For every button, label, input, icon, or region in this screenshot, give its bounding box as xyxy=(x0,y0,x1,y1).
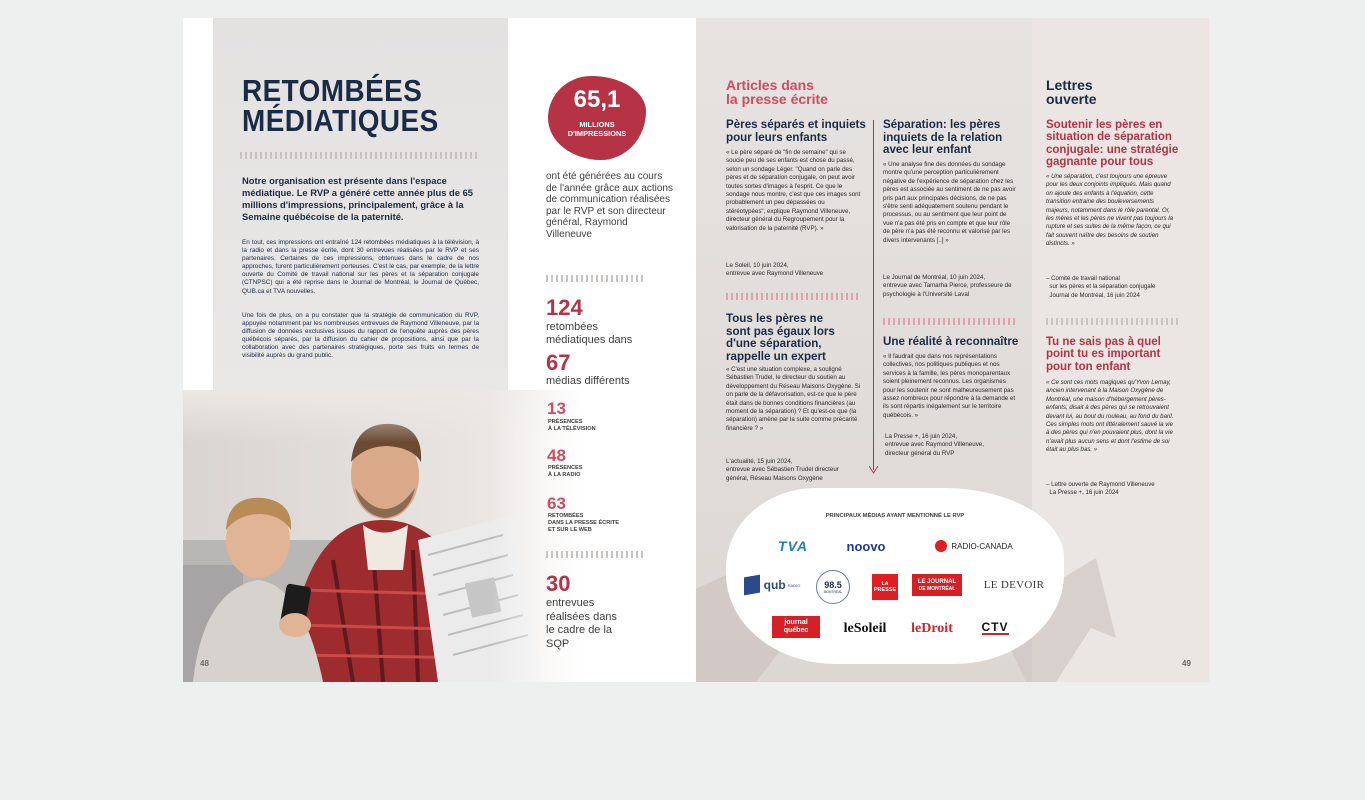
article-1-text: « Le père séparé de "fin de semaine" qui se soucie peu de ses enfants est chose du passé, selon un sondage Léger. "Quand on parle des pères et de séparation conjugale, on peut avoir toutes sortes d'images à l'esprit. Ce que le sondage nous montre, c'est que ces images sont probablement un peu dépassées ou stéréotypées", explique Raymond Villeneuve, directeur général du Regroupement pour la valorisation de la paternité (RVP). » xyxy=(726,149,861,232)
impressions-badge xyxy=(548,76,646,160)
journal-de-quebec-logo: journal québec xyxy=(772,616,820,638)
article-3-source: Le Journal de Montréal, 10 juin 2024, entrevue avec Tamarha Pierce, professeure de psychologie à l'Université Laval xyxy=(883,274,1012,298)
presse-label: RETOMBÉES DANS LA PRESSE ÉCRITE ET SUR LE WEB xyxy=(548,513,619,533)
page-number-left: 48 xyxy=(200,659,209,668)
presse-value: 63 xyxy=(547,494,566,513)
lettre-2-source: – Lettre ouverte de Raymond Villeneuve La Presse +, 16 juin 2024 xyxy=(1046,481,1155,497)
intro-paragraph: Notre organisation est présente dans l'espace médiatique. Le RVP a généré cette année plus de 65 millions d'impressions, principalement, grâce à la Semaine québécoise de la paternité. xyxy=(242,175,473,222)
dotted-divider xyxy=(883,318,1016,325)
media-logos-heading: PRINCIPAUX MÉDIAS AYANT MENTIONNÉ LE RVP xyxy=(825,513,965,519)
noovo-logo: noovo xyxy=(846,538,886,554)
page-number-right: 49 xyxy=(1182,659,1191,668)
impressions-value: 65,1 xyxy=(573,86,621,113)
985-fm-logo: 98.5 MONTRÉAL xyxy=(816,570,850,604)
column-divider xyxy=(873,120,874,470)
lettre-2-quote: « Ce sont ces mots magiques qu'Yvon Lemay, ancien intervenant à la Maison Oxygène de Montréal, une maison d'hébergement pères-enfants, disait à des pères qui se retrouvaient devant lui, au bout du rouleau, au fond du baril. Ces simples mots ont littéralement sauvé la vie à des pères qui n'en pouvaient plus, dont la vie n'avait plus aucun sens et dont l'estime de soi était au plus bas. » xyxy=(1046,379,1174,454)
article-4-title: Une réalité à reconnaître xyxy=(883,335,1019,348)
le-soleil-logo: leSoleil xyxy=(843,621,887,636)
ctv-logo: CTV xyxy=(981,620,1009,634)
dotted-divider xyxy=(546,275,646,282)
la-presse-logo: LA PRESSE xyxy=(872,574,898,600)
lettre-2-title: Tu ne sais pas à quel point tu es important pour ton enfant xyxy=(1046,336,1161,373)
right-page xyxy=(696,18,1209,682)
radio-canada-logo: RADIO-CANADA xyxy=(932,538,1016,554)
radio-canada-icon xyxy=(935,540,947,552)
article-2-title: Tous les pères ne sont pas égaux lors d'une séparation, rappelle un expert xyxy=(726,312,835,363)
entrevues-label: entrevues réalisées dans le cadre de la SQP xyxy=(546,597,617,650)
article-1-title: Pères séparés et inquiets pour leurs enfants xyxy=(726,118,866,144)
le-devoir-logo: LE DEVOIR xyxy=(983,579,1045,591)
dotted-divider xyxy=(240,152,480,159)
article-4-text: « Il faudrait que dans nos représentations collectives, nos politiques publiques et nos services à la famille, les pères monoparentaux soient pleinement reconnus. Les organismes pour les soutenir ne sont malheureusement pas assez nombreux pour répondre à la demande et ils sont répartis inégalement sur le territoire québécois. » xyxy=(883,353,1016,419)
article-1-source: Le Soleil, 10 juin 2024, entrevue avec Raymond Villeneuve xyxy=(726,262,824,278)
tv-value: 13 xyxy=(547,399,566,418)
article-2-source: L'actualité, 15 juin 2024, entrevue avec Sébastien Trudel directeur général, Réseau Maisons Oxygène xyxy=(726,458,839,482)
left-page xyxy=(183,18,696,682)
dotted-divider xyxy=(726,293,859,300)
medias-value: 67 xyxy=(546,350,571,375)
body-paragraph-2: Une fois de plus, on a pu constater que la stratégie de communication du RVP, appuyée notamment par les nombreuses entrevues de Raymond Villeneuve, par la diffusion de données exclusives issues du rapport de l'enquête auprès des pères québécois séparés, par la diffusion du cahier de propositions, ainsi que par la collaboration avec des partenaires stratégiques, porte ses fruits en termes de visibilité auprès du grand public. xyxy=(242,312,479,360)
arrow-down-icon xyxy=(869,466,878,474)
lettre-1-source: – Comité de travail national sur les pères et la séparation conjugale Journal de Montréal, 16 juin 2024 xyxy=(1046,275,1156,299)
magazine-spread xyxy=(183,18,1209,682)
le-droit-logo: leDroit xyxy=(911,621,953,636)
article-3-text: « Une analyse fine des données du sondage montre qu'une perception particulièrement négative de l'expérience de séparation chez les pères est associée au sentiment de ne pas avoir pris part aux principales décisions, de ne pas s'être senti adéquatement soutenu pendant le processus, ou au sentiment que leur point de vue n'a pas été pris en compte et que leur rôle de père n'a pas été reconnu et valorisé par les divers intervenants [..] » xyxy=(883,161,1016,244)
articles-section-title: Articles dans la presse écrite xyxy=(726,77,828,107)
qub-radio-logo: qub RADIO xyxy=(742,574,802,596)
article-2-text: « C'est une situation complexe, a souligné Sébastien Trudel, le directeur du soutien au développement du Réseau Maisons Oxygène. Si on parle de la défavorisation, est-ce que le père était dans de bonnes conditions financières (au moment de la séparation) ? Et qu'est-ce que (la séparation) amène par la suite comme précarité financière ? » xyxy=(726,366,861,432)
entrevues-value: 30 xyxy=(546,571,571,596)
lettre-1-title: Soutenir les pères en situation de séparation conjugale: une stratégie gagnante pour tous xyxy=(1046,119,1179,168)
radio-label: PRÉSENCES À LA RADIO xyxy=(548,465,583,478)
tva-logo: TVA xyxy=(778,538,808,554)
impressions-description: ont été générées au cours de l'année grâce aux actions de communication réalisées par le RVP et son directeur général, Raymond Villeneuve xyxy=(546,171,673,240)
body-paragraph-1: En tout, ces impressions ont entraîné 124 retombées médiatiques à la télévision, à la radio et dans la presse écrite, dont 30 entrevues réalisées par le RVP et ses partenaires. Certaines de ces impressions, obtenues dans le cadre de nos approches, furent particulièrement porteuses. C'est le cas, par exemple, de la lettre ouverte du Comité de travail national sur les pères et la séparation conjugale (CTNPSC) qui a été reprise dans le Journal de Montréal, le Journal de Québec, QUB.ca et TVA nouvelles. xyxy=(242,239,479,295)
article-3-title: Séparation: les pères inquiets de la relation avec leur enfant xyxy=(883,118,1003,156)
radio-value: 48 xyxy=(547,446,566,465)
journal-de-montreal-logo: LE JOURNAL DE MONTRÉAL xyxy=(912,574,962,596)
impressions-label: MILLIONS D'IMPRESSIONS xyxy=(567,120,627,138)
retombees-label: retombées médiatiques dans xyxy=(546,321,633,346)
tv-label: PRÉSENCES À LA TÉLÉVISION xyxy=(548,419,596,432)
retombees-value: 124 xyxy=(546,295,583,320)
lettre-1-quote: « Une séparation, c'est toujours une épreuve pour les deux conjoints impliqués. Mais quand on ajoute des enfants à l'équation, cette transition entraine des bouleversements majeurs, notamment dans le rôle parental. Or, les mères et les pères ne vivent pas toujours la rupture et ses suites de la même façon, ce qui fait souvent naître des besoins de soutien distincts. » xyxy=(1046,173,1174,248)
dotted-divider xyxy=(546,551,646,558)
qub-icon xyxy=(744,575,760,596)
dotted-divider xyxy=(1046,318,1179,325)
media-logos-panel xyxy=(726,488,1064,664)
article-4-source: La Presse +, 16 juin 2024, entrevue avec Raymond Villeneuve, directeur général du RVP xyxy=(885,433,984,457)
lettres-section-title: Lettres ouverte xyxy=(1046,77,1097,107)
page-title: RETOMBÉES MÉDIATIQUES xyxy=(242,73,439,138)
medias-label: médias différents xyxy=(546,375,630,387)
